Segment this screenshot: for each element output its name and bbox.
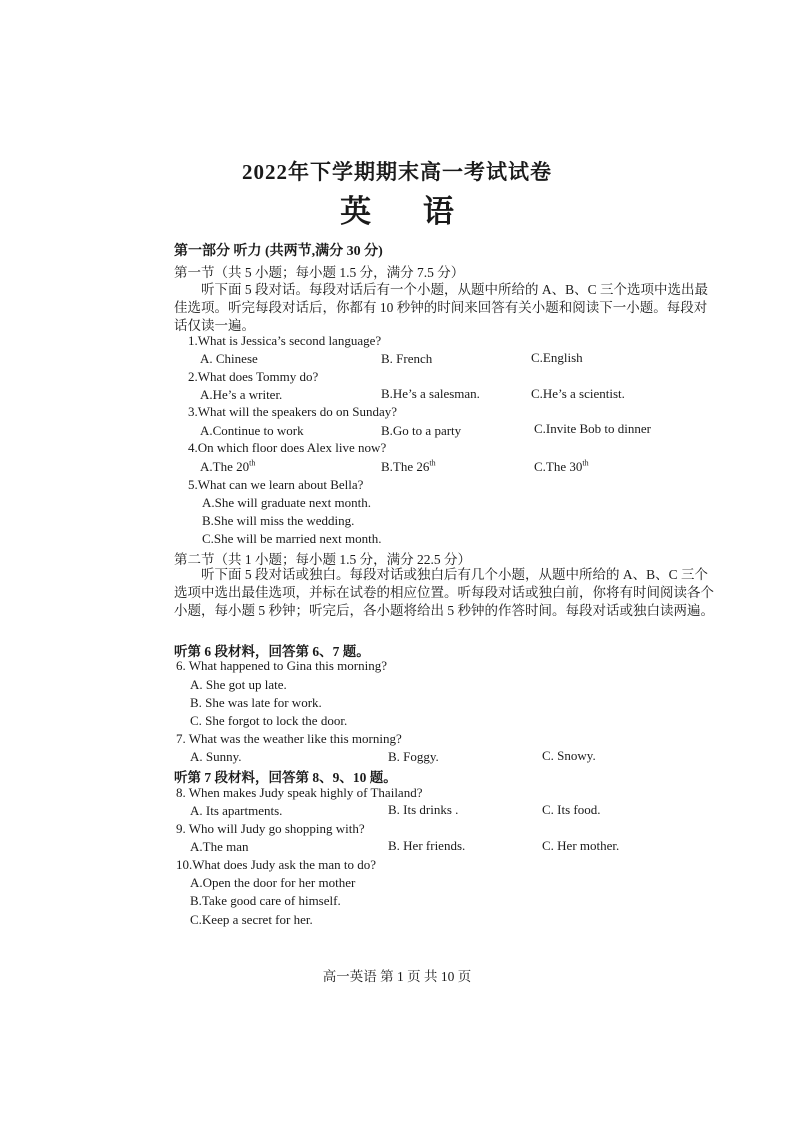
question-4-option-b-text: B.The 26 [381,459,430,474]
question-3-option-b: B.Go to a party [381,423,462,438]
section1-heading: 第一节（共 5 小题；每小题 1.5 分，满分 7.5 分） [174,265,465,280]
question-8-stem: 8. When makes Judy speak highly of Thailand? [176,785,423,800]
section2-heading: 第二节（共 1 小题；每小题 1.5 分，满分 22.5 分） [174,552,471,567]
subject-title: 英 语 [340,194,476,229]
question-6-option-c: C. She forgot to lock the door. [190,713,348,728]
question-9-stem: 9. Who will Judy go shopping with? [176,821,365,836]
question-8-option-c: C. Its food. [542,802,601,817]
question-3-option-c: C.Invite Bob to dinner [534,421,651,436]
question-6-stem: 6. What happened to Gina this morning? [176,658,387,673]
question-3-option-a: A.Continue to work [200,423,304,438]
question-5-option-a: A.She will graduate next month. [202,495,371,510]
question-7-stem: 7. What was the weather like this morning? [176,731,402,746]
group2-instruction: 听第 7 段材料，回答第 8、9、10 题。 [174,770,397,785]
question-6-option-a: A. She got up late. [190,677,287,692]
question-2-option-b: B.He’s a salesman. [381,386,480,401]
question-1-option-a: A. Chinese [200,351,258,366]
question-7-option-b: B. Foggy. [388,749,439,764]
question-10-option-b: B.Take good care of himself. [190,893,341,908]
question-5-option-b: B.She will miss the wedding. [202,513,355,528]
question-3-stem: 3.What will the speakers do on Sunday? [188,404,398,419]
question-1-option-c: C.English [531,350,583,365]
question-6-option-b: B. She was late for work. [190,695,322,710]
question-4-stem: 4.On which floor does Alex live now? [188,440,387,455]
question-2-option-a: A.He’s a writer. [200,387,283,402]
question-1-stem: 1.What is Jessica’s second language? [188,333,382,348]
question-9-option-c: C. Her mother. [542,838,620,853]
question-5-stem: 5.What can we learn about Bella? [188,477,364,492]
question-10-option-c: C.Keep a secret for her. [190,912,313,927]
question-8-option-b: B. Its drinks . [388,802,459,817]
exam-title: 2022年下学期期末高一考试试卷 [242,160,552,184]
question-4-option-c-text: C.The 30 [534,459,583,474]
question-7-option-a: A. Sunny. [190,749,242,764]
question-4-option-c-sup: th [582,458,589,468]
question-9-option-a: A.The man [190,839,249,854]
question-9-option-b: B. Her friends. [388,838,466,853]
section1-instructions: 听下面 5 段对话。每段对话后有一个小题，从题中所给的 A、B、C 三个选项中选出最佳选项。听完每段对话后，你都有 10 秒钟的时间来回答有关小题和阅读下一小题。每段对话仅读一遍。 [174,282,709,333]
question-7-option-c: C. Snowy. [542,748,596,763]
section2-instructions: 听下面 5 段对话或独白。每段对话或独白后有几个小题，从题中所给的 A、B、C 三个选项中选出最佳选项，并标在试卷的相应位置。听每段对话或独白前，你将有时间阅读各个小题，每小题 5 秒钟；听完后，各小题将给出 5 秒钟的作答时间。每段对话或独白读两遍。 [174,567,714,618]
question-8-option-a: A. Its apartments. [190,803,283,818]
question-5-option-c: C.She will be married next month. [202,531,382,546]
question-4-option-c [534,459,589,475]
question-2-option-c: C.He’s a scientist. [531,386,625,401]
question-4-option-b-sup: th [429,458,436,468]
group1-instruction: 听第 6 段材料，回答第 6、7 题。 [174,644,370,659]
question-2-stem: 2.What does Tommy do? [188,369,319,384]
question-4-option-a [200,459,255,475]
question-1-option-b: B. French [381,351,433,366]
question-4-option-a-text: A.The 20 [200,459,250,474]
page-footer: 高一英语 第 1 页 共 10 页 [322,969,472,984]
question-4-option-a-sup: th [249,458,256,468]
question-10-option-a: A.Open the door for her mother [190,875,356,890]
question-4-option-b [381,459,436,475]
question-10-stem: 10.What does Judy ask the man to do? [176,857,377,872]
part1-heading: 第一部分 听力 (共两节,满分 30 分) [174,244,383,259]
